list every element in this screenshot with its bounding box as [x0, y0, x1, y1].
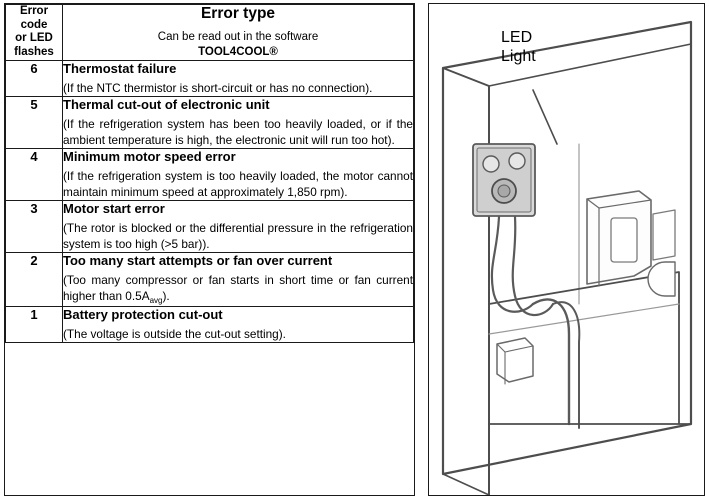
row-code-5: 5: [6, 97, 63, 149]
compressor-detail: [611, 218, 637, 262]
table-row: [6, 97, 414, 149]
header-code-line2: code: [20, 18, 48, 31]
row-code-3: 3: [6, 201, 63, 253]
row-title-1: Battery protection cut-out: [63, 307, 223, 322]
table-row: [6, 61, 414, 97]
row-desc-2: [63, 272, 413, 306]
row-type-3: [63, 201, 414, 253]
table-row: [6, 307, 414, 343]
tool4cool-name: TOOL4COOL®: [198, 46, 278, 58]
header-code-line3: or LED: [15, 32, 53, 44]
led-label-line2: Light: [501, 48, 536, 65]
row-type-6: [63, 61, 414, 97]
screw-hole-top-right: [509, 153, 525, 169]
row-title-2: Too many start attempts or fan over current: [63, 253, 333, 268]
row-title-4: Minimum motor speed error: [63, 149, 236, 164]
row-desc-4: (If the refrigeration system is too heavily loaded, the motor cannot maintain minimum speed at approximately 1,850 rpm).: [63, 169, 413, 199]
row-title-6: Thermostat failure: [63, 61, 177, 76]
row-title-5: Thermal cut-out of electronic unit: [63, 97, 270, 112]
row-desc-2-post: ).: [162, 289, 170, 303]
row-desc-2-subscript: avg: [149, 296, 163, 305]
header-error-type-sub2: [63, 45, 413, 60]
error-code-table-container: [4, 3, 415, 496]
row-type-1: [63, 307, 414, 343]
refrigeration-unit-drawing: [429, 4, 704, 495]
row-title-3: Motor start error: [63, 201, 165, 216]
table-row: [6, 201, 414, 253]
row-desc-3: (The rotor is blocked or the differential pressure in the refrigeration system is too high (>5 bar)).: [63, 221, 413, 251]
table-row: [6, 149, 414, 201]
row-type-5: [63, 97, 414, 149]
led-label-line1: LED: [501, 29, 533, 46]
row-desc-5: (If the refrigeration system has been too heavily loaded, or if the ambient temperature is high, the electronic unit will run too hot).: [63, 117, 413, 147]
bracket-connector: [497, 338, 533, 382]
row-code-4: 4: [6, 149, 63, 201]
header-cell-code: [6, 5, 63, 61]
row-code-2: 2: [6, 253, 63, 307]
led-indicator-inner: [498, 185, 510, 197]
error-code-table: [5, 4, 414, 343]
row-desc-1: (The voltage is outside the cut-out setting).: [63, 327, 286, 341]
header-cell-error-type: [63, 5, 414, 61]
header-error-type-title: Error type: [200, 5, 276, 22]
table-row: [6, 253, 414, 307]
led-light-label: [501, 28, 536, 66]
screw-hole-top-left: [483, 156, 499, 172]
row-type-2: [63, 253, 414, 307]
row-desc-6: (If the NTC thermistor is short-circuit or has no connection).: [63, 81, 373, 95]
row-code-1: 1: [6, 307, 63, 343]
header-error-type-sub1: Can be read out in the software: [157, 31, 319, 43]
led-light-illustration: [428, 3, 705, 496]
row-desc-2-pre: (Too many compressor or fan starts in short time or fan current higher than 0.5A: [63, 273, 413, 303]
row-type-4: [63, 149, 414, 201]
header-code-line1: Error: [19, 5, 49, 17]
row-code-6: 6: [6, 61, 63, 97]
table-header-row: [6, 5, 414, 61]
header-code-line4: flashes: [14, 45, 54, 58]
side-module: [653, 210, 675, 260]
receiver-tank: [648, 262, 675, 296]
